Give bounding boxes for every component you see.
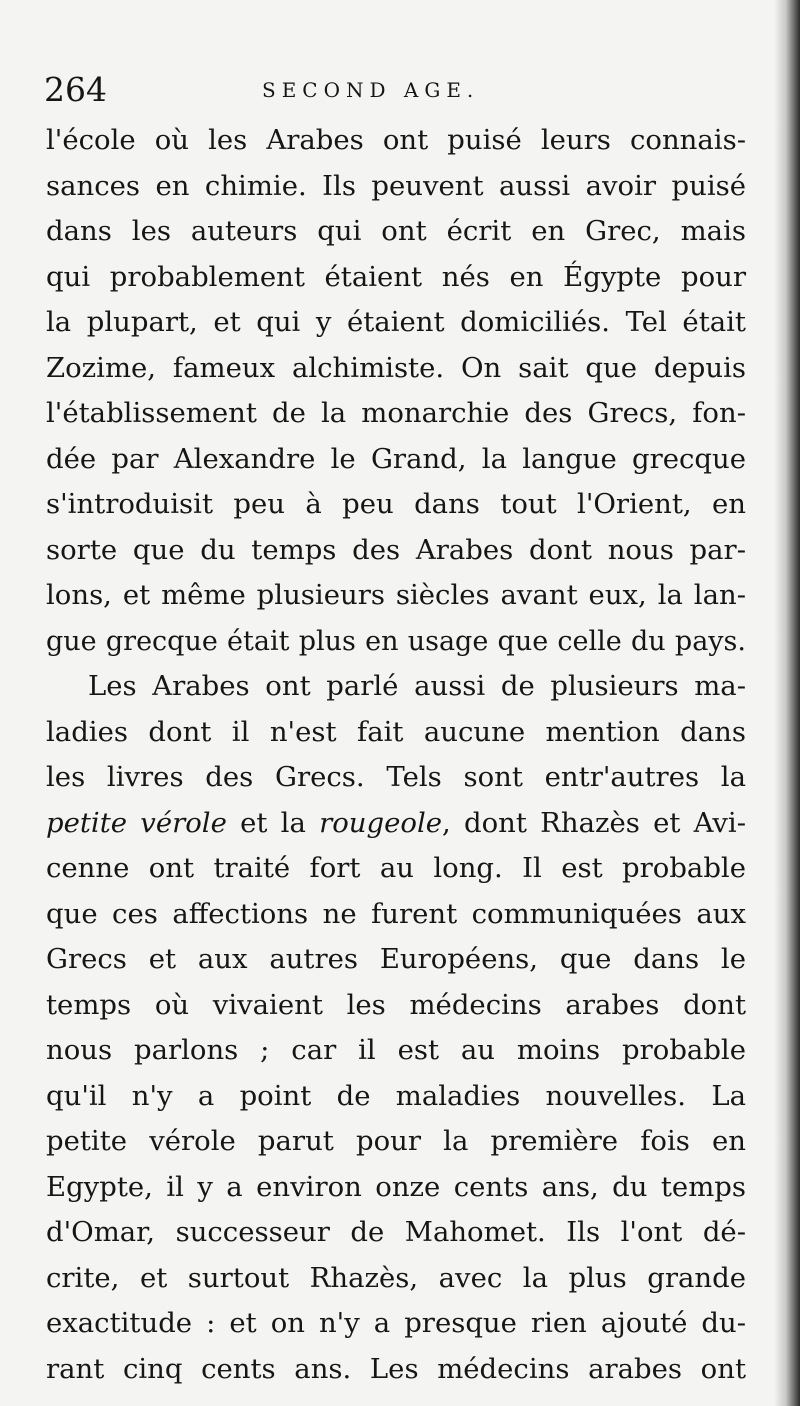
page-header xyxy=(44,68,744,112)
text-line: sances en chimie. Ils peuvent aussi avoir puisé xyxy=(46,169,746,202)
italic-term: rougeole xyxy=(319,806,443,839)
text-run: , dont Rhazès et Avi- xyxy=(442,806,746,839)
text-line: qu'il n'y a point de maladies nouvelles. La xyxy=(46,1079,746,1112)
text-line: la plupart, et qui y étaient domiciliés. Tel était xyxy=(46,306,746,338)
text-line: nous parlons ; car il est au moins probable xyxy=(46,1034,746,1066)
text-line: Zozime, fameux alchimiste. On sait que depuis xyxy=(46,351,746,384)
body-text xyxy=(46,118,746,1392)
text-line: gue grecque était plus en usage que celle du pays. xyxy=(46,625,746,657)
page-spine-shadow xyxy=(774,0,800,1406)
text-line: temps où vivaient les médecins arabes dont xyxy=(46,988,746,1021)
text-line: d'Omar, successeur de Mahomet. Ils l'ont dé- xyxy=(46,1216,746,1248)
italic-term: petite vérole xyxy=(46,806,227,839)
text-line: exactitude : et on n'y a presque rien ajouté du- xyxy=(46,1307,746,1339)
text-line: s'introduisit peu à peu dans tout l'Orient, en xyxy=(46,488,746,520)
text-line: l'établissement de la monarchie des Grecs, fon- xyxy=(46,397,746,429)
text-line: les livres des Grecs. Tels sont entr'autres la xyxy=(46,761,746,793)
text-line: petite vérole parut pour la première fois en xyxy=(46,1125,746,1157)
text-run: et la xyxy=(226,806,320,839)
text-line: que ces affections ne furent communiquées aux xyxy=(46,897,746,930)
running-head: SECOND AGE. xyxy=(262,78,480,102)
text-line: dans les auteurs qui ont écrit en Grec, mais xyxy=(46,215,746,247)
text-line: crite, et surtout Rhazès, avec la plus grande xyxy=(46,1261,746,1294)
text-line-with-italics xyxy=(46,801,746,847)
text-line: sorte que du temps des Arabes dont nous par- xyxy=(46,533,746,566)
text-line: Grecs et aux autres Européens, que dans le xyxy=(46,943,746,975)
text-line: qui probablement étaient nés en Égypte pour xyxy=(46,260,746,293)
text-line: cenne ont traité fort au long. Il est probable xyxy=(46,852,746,884)
text-line: ladies dont il n'est fait aucune mention dans xyxy=(46,715,746,748)
page-number: 264 xyxy=(44,70,107,109)
text-line: Egypte, il y a environ onze cents ans, du temps xyxy=(46,1170,746,1203)
text-line: lons, et même plusieurs siècles avant eux, la lan- xyxy=(46,579,746,611)
text-line: dée par Alexandre le Grand, la langue grecque xyxy=(46,442,746,475)
text-line: rant cinq cents ans. Les médecins arabes ont xyxy=(46,1352,746,1385)
text-line: l'école où les Arabes ont puisé leurs connais- xyxy=(46,124,746,156)
paragraph-first-line: Les Arabes ont parlé aussi de plusieurs ma- xyxy=(88,670,746,702)
